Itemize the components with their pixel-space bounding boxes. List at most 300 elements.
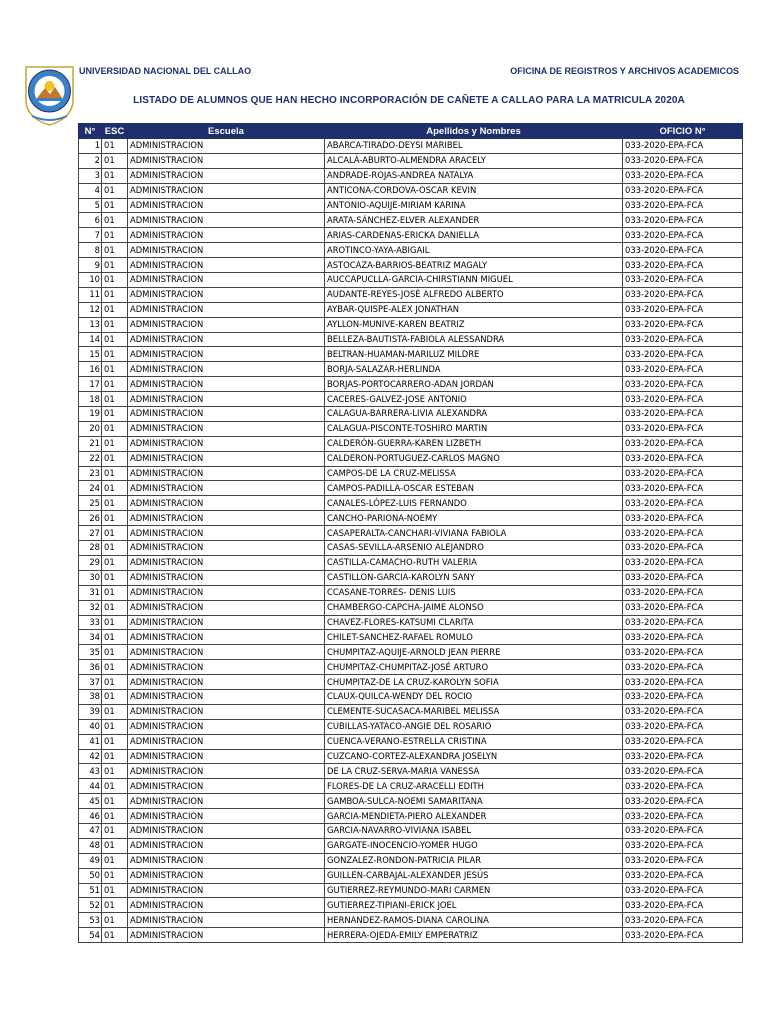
table-row <box>79 928 743 943</box>
office-name: OFICINA DE REGISTROS Y ARCHIVOS ACADEMICOS <box>510 66 739 76</box>
row-esc: 01 <box>102 794 128 809</box>
row-student-name: CANCHO-PARIONA-NOEMY <box>325 511 623 526</box>
row-school: ADMINISTRACION <box>128 749 325 764</box>
table-row <box>79 615 743 630</box>
row-esc: 01 <box>102 913 128 928</box>
row-oficio: 033-2020-EPA-FCA <box>623 347 743 362</box>
table-row <box>79 421 743 436</box>
row-number: 18 <box>79 392 102 407</box>
row-number: 32 <box>79 600 102 615</box>
row-student-name: ANDRADE-ROJAS-ANDREA NATALYA <box>325 168 623 183</box>
row-school: ADMINISTRACION <box>128 168 325 183</box>
row-oficio: 033-2020-EPA-FCA <box>623 183 743 198</box>
row-student-name: CHILET-SANCHEZ-RAFAEL ROMULO <box>325 630 623 645</box>
row-school: ADMINISTRACION <box>128 883 325 898</box>
row-student-name: CUBILLAS-YATACO-ANGIE DEL ROSARIO <box>325 719 623 734</box>
row-oficio: 033-2020-EPA-FCA <box>623 823 743 838</box>
row-school: ADMINISTRACION <box>128 675 325 690</box>
row-oficio: 033-2020-EPA-FCA <box>623 734 743 749</box>
table-header-row <box>79 124 743 139</box>
row-esc: 01 <box>102 407 128 422</box>
row-school: ADMINISTRACION <box>128 213 325 228</box>
row-school: ADMINISTRACION <box>128 615 325 630</box>
table-row <box>79 853 743 868</box>
row-esc: 01 <box>102 853 128 868</box>
row-student-name: CASAS-SEVILLA-ARSENIO ALEJANDRO <box>325 541 623 556</box>
row-number: 23 <box>79 466 102 481</box>
row-student-name: DE LA CRUZ-SERVA-MARIA VANESSA <box>325 764 623 779</box>
table-row <box>79 302 743 317</box>
row-oficio: 033-2020-EPA-FCA <box>623 779 743 794</box>
row-oficio: 033-2020-EPA-FCA <box>623 496 743 511</box>
row-number: 15 <box>79 347 102 362</box>
row-esc: 01 <box>102 496 128 511</box>
row-oficio: 033-2020-EPA-FCA <box>623 719 743 734</box>
table-row <box>79 555 743 570</box>
row-number: 51 <box>79 883 102 898</box>
row-oficio: 033-2020-EPA-FCA <box>623 928 743 943</box>
row-student-name: CLAUX-QUILCA-WENDY DEL ROCIO <box>325 689 623 704</box>
row-number: 16 <box>79 362 102 377</box>
document-title: LISTADO DE ALUMNOS QUE HAN HECHO INCORPORACIÓN DE CAÑETE A CALLAO PARA LA MATRICULA 2020A <box>133 95 685 106</box>
row-esc: 01 <box>102 645 128 660</box>
row-esc: 01 <box>102 228 128 243</box>
row-number: 1 <box>79 139 102 154</box>
row-school: ADMINISTRACION <box>128 868 325 883</box>
row-oficio: 033-2020-EPA-FCA <box>623 630 743 645</box>
table-row <box>79 287 743 302</box>
row-esc: 01 <box>102 392 128 407</box>
row-student-name: ANTICONA-CORDOVA-OSCAR KEVIN <box>325 183 623 198</box>
row-esc: 01 <box>102 704 128 719</box>
row-school: ADMINISTRACION <box>128 392 325 407</box>
row-student-name: GUTIERREZ-REYMUNDO-MARI CARMEN <box>325 883 623 898</box>
table-row <box>79 913 743 928</box>
table-row <box>79 823 743 838</box>
row-school: ADMINISTRACION <box>128 913 325 928</box>
row-number: 12 <box>79 302 102 317</box>
table-row <box>79 838 743 853</box>
row-school: ADMINISTRACION <box>128 466 325 481</box>
row-oficio: 033-2020-EPA-FCA <box>623 764 743 779</box>
row-oficio: 033-2020-EPA-FCA <box>623 362 743 377</box>
row-school: ADMINISTRACION <box>128 541 325 556</box>
row-oficio: 033-2020-EPA-FCA <box>623 287 743 302</box>
row-number: 3 <box>79 168 102 183</box>
row-esc: 01 <box>102 451 128 466</box>
row-esc: 01 <box>102 347 128 362</box>
row-number: 22 <box>79 451 102 466</box>
row-student-name: BELTRAN-HUAMAN-MARILUZ MILDRE <box>325 347 623 362</box>
row-school: ADMINISTRACION <box>128 436 325 451</box>
row-number: 41 <box>79 734 102 749</box>
row-esc: 01 <box>102 317 128 332</box>
row-number: 43 <box>79 764 102 779</box>
row-school: ADMINISTRACION <box>128 139 325 154</box>
table-row <box>79 645 743 660</box>
table-row <box>79 600 743 615</box>
row-oficio: 033-2020-EPA-FCA <box>623 868 743 883</box>
row-student-name: CHAVEZ-FLORES-KATSUMI CLARITA <box>325 615 623 630</box>
row-student-name: CCASANE-TORRES- DENIS LUIS <box>325 585 623 600</box>
row-school: ADMINISTRACION <box>128 823 325 838</box>
table-row <box>79 496 743 511</box>
table-row <box>79 407 743 422</box>
row-school: ADMINISTRACION <box>128 377 325 392</box>
row-student-name: CLEMENTE-SUCASACA-MARIBEL MELISSA <box>325 704 623 719</box>
row-school: ADMINISTRACION <box>128 928 325 943</box>
row-school: ADMINISTRACION <box>128 273 325 288</box>
row-esc: 01 <box>102 243 128 258</box>
row-esc: 01 <box>102 153 128 168</box>
table-row <box>79 466 743 481</box>
row-esc: 01 <box>102 734 128 749</box>
row-number: 24 <box>79 481 102 496</box>
row-school: ADMINISTRACION <box>128 585 325 600</box>
row-student-name: FLORES-DE LA CRUZ-ARACELLI EDITH <box>325 779 623 794</box>
row-number: 29 <box>79 555 102 570</box>
row-school: ADMINISTRACION <box>128 645 325 660</box>
row-oficio: 033-2020-EPA-FCA <box>623 302 743 317</box>
row-school: ADMINISTRACION <box>128 600 325 615</box>
row-esc: 01 <box>102 868 128 883</box>
row-student-name: HERNANDEZ-RAMOS-DIANA CAROLINA <box>325 913 623 928</box>
row-oficio: 033-2020-EPA-FCA <box>623 421 743 436</box>
row-oficio: 033-2020-EPA-FCA <box>623 407 743 422</box>
row-esc: 01 <box>102 198 128 213</box>
row-oficio: 033-2020-EPA-FCA <box>623 436 743 451</box>
row-number: 11 <box>79 287 102 302</box>
row-number: 25 <box>79 496 102 511</box>
row-school: ADMINISTRACION <box>128 317 325 332</box>
row-oficio: 033-2020-EPA-FCA <box>623 853 743 868</box>
table-row <box>79 868 743 883</box>
row-oficio: 033-2020-EPA-FCA <box>623 213 743 228</box>
row-student-name: GUILLEN-CARBAJAL-ALEXANDER JESÚS <box>325 868 623 883</box>
row-student-name: AROTINCO-YAYA-ABIGAIL <box>325 243 623 258</box>
row-oficio: 033-2020-EPA-FCA <box>623 600 743 615</box>
row-school: ADMINISTRACION <box>128 228 325 243</box>
row-esc: 01 <box>102 615 128 630</box>
row-student-name: GAMBOA-SULCA-NOEMI SAMARITANA <box>325 794 623 809</box>
row-oficio: 033-2020-EPA-FCA <box>623 466 743 481</box>
table-row <box>79 228 743 243</box>
row-oficio: 033-2020-EPA-FCA <box>623 675 743 690</box>
row-oficio: 033-2020-EPA-FCA <box>623 317 743 332</box>
row-number: 52 <box>79 898 102 913</box>
row-esc: 01 <box>102 377 128 392</box>
row-school: ADMINISTRACION <box>128 287 325 302</box>
column-header-esc: ESC <box>102 124 128 139</box>
row-oficio: 033-2020-EPA-FCA <box>623 481 743 496</box>
row-school: ADMINISTRACION <box>128 243 325 258</box>
row-student-name: CHUMPITAZ-AQUIJE-ARNOLD JEAN PIERRE <box>325 645 623 660</box>
row-oficio: 033-2020-EPA-FCA <box>623 511 743 526</box>
row-esc: 01 <box>102 928 128 943</box>
row-oficio: 033-2020-EPA-FCA <box>623 228 743 243</box>
row-esc: 01 <box>102 719 128 734</box>
row-esc: 01 <box>102 139 128 154</box>
table-row <box>79 764 743 779</box>
row-school: ADMINISTRACION <box>128 511 325 526</box>
row-school: ADMINISTRACION <box>128 898 325 913</box>
students-table <box>78 123 743 943</box>
row-esc: 01 <box>102 779 128 794</box>
row-oficio: 033-2020-EPA-FCA <box>623 809 743 824</box>
row-school: ADMINISTRACION <box>128 183 325 198</box>
row-number: 45 <box>79 794 102 809</box>
row-school: ADMINISTRACION <box>128 719 325 734</box>
row-school: ADMINISTRACION <box>128 481 325 496</box>
row-school: ADMINISTRACION <box>128 838 325 853</box>
row-school: ADMINISTRACION <box>128 258 325 273</box>
row-student-name: ABARCA-TIRADO-DEYSI MARIBEL <box>325 139 623 154</box>
row-number: 44 <box>79 779 102 794</box>
row-esc: 01 <box>102 585 128 600</box>
row-student-name: GARCIA-MENDIETA-PIERO ALEXANDER <box>325 809 623 824</box>
row-school: ADMINISTRACION <box>128 421 325 436</box>
row-school: ADMINISTRACION <box>128 689 325 704</box>
row-school: ADMINISTRACION <box>128 526 325 541</box>
row-student-name: CAMPOS-PADILLA-OSCAR ESTEBAN <box>325 481 623 496</box>
row-student-name: GARCIA-NAVARRO-VIVIANA ISABEL <box>325 823 623 838</box>
row-esc: 01 <box>102 526 128 541</box>
table-row <box>79 481 743 496</box>
row-number: 19 <box>79 407 102 422</box>
row-number: 13 <box>79 317 102 332</box>
row-number: 42 <box>79 749 102 764</box>
row-student-name: HERRERA-OJEDA-EMILY EMPERATRIZ <box>325 928 623 943</box>
table-row <box>79 630 743 645</box>
university-seal-icon <box>23 64 76 126</box>
table-row <box>79 779 743 794</box>
row-esc: 01 <box>102 689 128 704</box>
column-header-school: Escuela <box>128 124 325 139</box>
table-row <box>79 809 743 824</box>
row-number: 28 <box>79 541 102 556</box>
row-student-name: GONZALEZ-RONDON-PATRICIA PILAR <box>325 853 623 868</box>
table-row <box>79 734 743 749</box>
row-number: 21 <box>79 436 102 451</box>
row-esc: 01 <box>102 675 128 690</box>
row-esc: 01 <box>102 511 128 526</box>
row-oficio: 033-2020-EPA-FCA <box>623 645 743 660</box>
row-oficio: 033-2020-EPA-FCA <box>623 258 743 273</box>
row-esc: 01 <box>102 809 128 824</box>
row-esc: 01 <box>102 273 128 288</box>
row-oficio: 033-2020-EPA-FCA <box>623 392 743 407</box>
table-row <box>79 749 743 764</box>
row-school: ADMINISTRACION <box>128 332 325 347</box>
row-number: 5 <box>79 198 102 213</box>
row-esc: 01 <box>102 436 128 451</box>
row-esc: 01 <box>102 749 128 764</box>
row-student-name: BELLEZA-BAUTISTA-FABIOLA ALESSANDRA <box>325 332 623 347</box>
row-school: ADMINISTRACION <box>128 153 325 168</box>
row-oficio: 033-2020-EPA-FCA <box>623 794 743 809</box>
row-number: 36 <box>79 660 102 675</box>
table-row <box>79 213 743 228</box>
row-number: 33 <box>79 615 102 630</box>
row-oficio: 033-2020-EPA-FCA <box>623 660 743 675</box>
table-row <box>79 273 743 288</box>
row-oficio: 033-2020-EPA-FCA <box>623 838 743 853</box>
row-number: 35 <box>79 645 102 660</box>
row-oficio: 033-2020-EPA-FCA <box>623 139 743 154</box>
row-number: 14 <box>79 332 102 347</box>
row-number: 27 <box>79 526 102 541</box>
row-esc: 01 <box>102 362 128 377</box>
table-row <box>79 168 743 183</box>
row-school: ADMINISTRACION <box>128 198 325 213</box>
row-oficio: 033-2020-EPA-FCA <box>623 451 743 466</box>
row-oficio: 033-2020-EPA-FCA <box>623 585 743 600</box>
row-oficio: 033-2020-EPA-FCA <box>623 898 743 913</box>
row-number: 38 <box>79 689 102 704</box>
row-oficio: 033-2020-EPA-FCA <box>623 883 743 898</box>
table-row <box>79 794 743 809</box>
row-number: 17 <box>79 377 102 392</box>
row-student-name: ANTONIO-AQUIJE-MIRIAM KARINA <box>325 198 623 213</box>
row-student-name: ASTOCAZA-BARRIOS-BEATRIZ MAGALY <box>325 258 623 273</box>
table-row <box>79 719 743 734</box>
row-oficio: 033-2020-EPA-FCA <box>623 198 743 213</box>
table-row <box>79 258 743 273</box>
table-row <box>79 451 743 466</box>
row-number: 30 <box>79 570 102 585</box>
row-student-name: CHUMPITAZ-DE LA CRUZ-KAROLYN SOFIA <box>325 675 623 690</box>
row-esc: 01 <box>102 883 128 898</box>
row-esc: 01 <box>102 287 128 302</box>
row-number: 31 <box>79 585 102 600</box>
row-student-name: ALCALÁ-ABURTO-ALMENDRA ARACELY <box>325 153 623 168</box>
row-oficio: 033-2020-EPA-FCA <box>623 168 743 183</box>
row-school: ADMINISTRACION <box>128 570 325 585</box>
row-oficio: 033-2020-EPA-FCA <box>623 689 743 704</box>
row-esc: 01 <box>102 302 128 317</box>
row-student-name: AUDANTE-REYES-JOSÉ ALFREDO ALBERTO <box>325 287 623 302</box>
row-number: 20 <box>79 421 102 436</box>
row-number: 9 <box>79 258 102 273</box>
table-row <box>79 362 743 377</box>
row-number: 54 <box>79 928 102 943</box>
table-row <box>79 347 743 362</box>
row-student-name: CALAGUA-BARRERA-LIVIA ALEXANDRA <box>325 407 623 422</box>
row-student-name: CHUMPITAZ-CHUMPITAZ-JOSÉ ARTURO <box>325 660 623 675</box>
row-student-name: CAMPOS-DE LA CRUZ-MELISSA <box>325 466 623 481</box>
row-student-name: ARATA-SÁNCHEZ-ELVER ALEXANDER <box>325 213 623 228</box>
table-row <box>79 704 743 719</box>
row-school: ADMINISTRACION <box>128 407 325 422</box>
row-number: 7 <box>79 228 102 243</box>
row-student-name: BORJAS-PORTOCARRERO-ADAN JORDAN <box>325 377 623 392</box>
row-school: ADMINISTRACION <box>128 764 325 779</box>
row-esc: 01 <box>102 258 128 273</box>
row-oficio: 033-2020-EPA-FCA <box>623 153 743 168</box>
row-oficio: 033-2020-EPA-FCA <box>623 913 743 928</box>
row-esc: 01 <box>102 570 128 585</box>
row-number: 6 <box>79 213 102 228</box>
table-row <box>79 183 743 198</box>
row-esc: 01 <box>102 213 128 228</box>
table-row <box>79 511 743 526</box>
row-school: ADMINISTRACION <box>128 555 325 570</box>
column-header-names: Apellidos y Nombres <box>325 124 623 139</box>
row-number: 4 <box>79 183 102 198</box>
row-number: 2 <box>79 153 102 168</box>
row-school: ADMINISTRACION <box>128 853 325 868</box>
table-row <box>79 392 743 407</box>
row-number: 10 <box>79 273 102 288</box>
column-header-number: N° <box>79 124 102 139</box>
row-student-name: AYBAR-QUISPE-ALEX JONATHAN <box>325 302 623 317</box>
row-student-name: CUZCANO-CORTEZ-ALEXANDRA JOSELYN <box>325 749 623 764</box>
row-student-name: CALAGUA-PISCONTE-TOSHIRO MARTIN <box>325 421 623 436</box>
row-esc: 01 <box>102 168 128 183</box>
row-esc: 01 <box>102 466 128 481</box>
row-number: 48 <box>79 838 102 853</box>
row-esc: 01 <box>102 600 128 615</box>
table-row <box>79 541 743 556</box>
row-student-name: AUCCAPUCLLA-GARCIA-CHIRSTIANN MIGUEL <box>325 273 623 288</box>
row-student-name: GUTIERREZ-TIPIANI-ERICK JOEL <box>325 898 623 913</box>
row-school: ADMINISTRACION <box>128 451 325 466</box>
row-esc: 01 <box>102 421 128 436</box>
row-school: ADMINISTRACION <box>128 347 325 362</box>
university-name: UNIVERSIDAD NACIONAL DEL CALLAO <box>79 66 252 76</box>
row-esc: 01 <box>102 183 128 198</box>
table-row <box>79 660 743 675</box>
row-school: ADMINISTRACION <box>128 809 325 824</box>
row-number: 49 <box>79 853 102 868</box>
row-esc: 01 <box>102 764 128 779</box>
table-row <box>79 332 743 347</box>
row-oficio: 033-2020-EPA-FCA <box>623 541 743 556</box>
row-oficio: 033-2020-EPA-FCA <box>623 615 743 630</box>
table-row <box>79 526 743 541</box>
row-esc: 01 <box>102 660 128 675</box>
row-student-name: CALDERÓN-GUERRA-KAREN LIZBETH <box>325 436 623 451</box>
row-school: ADMINISTRACION <box>128 660 325 675</box>
row-oficio: 033-2020-EPA-FCA <box>623 555 743 570</box>
row-oficio: 033-2020-EPA-FCA <box>623 332 743 347</box>
row-student-name: AYLLON-MUNIVE-KAREN BEATRIZ <box>325 317 623 332</box>
table-row <box>79 377 743 392</box>
row-number: 8 <box>79 243 102 258</box>
row-student-name: CACERES-GALVEZ-JOSE ANTONIO <box>325 392 623 407</box>
row-oficio: 033-2020-EPA-FCA <box>623 273 743 288</box>
row-student-name: BORJA-SALAZAR-HERLINDA <box>325 362 623 377</box>
row-esc: 01 <box>102 823 128 838</box>
row-number: 26 <box>79 511 102 526</box>
row-school: ADMINISTRACION <box>128 704 325 719</box>
row-student-name: CANALES-LÓPEZ-LUIS FERNANDO <box>325 496 623 511</box>
table-row <box>79 675 743 690</box>
row-student-name: CHAMBERGO-CAPCHA-JAIME ALONSO <box>325 600 623 615</box>
row-number: 47 <box>79 823 102 838</box>
table-row <box>79 585 743 600</box>
row-oficio: 033-2020-EPA-FCA <box>623 570 743 585</box>
row-esc: 01 <box>102 555 128 570</box>
row-number: 39 <box>79 704 102 719</box>
table-row <box>79 317 743 332</box>
row-school: ADMINISTRACION <box>128 496 325 511</box>
table-row <box>79 689 743 704</box>
row-student-name: GARGATE-INOCENCIO-YOMER HUGO <box>325 838 623 853</box>
row-esc: 01 <box>102 898 128 913</box>
row-number: 46 <box>79 809 102 824</box>
row-esc: 01 <box>102 630 128 645</box>
